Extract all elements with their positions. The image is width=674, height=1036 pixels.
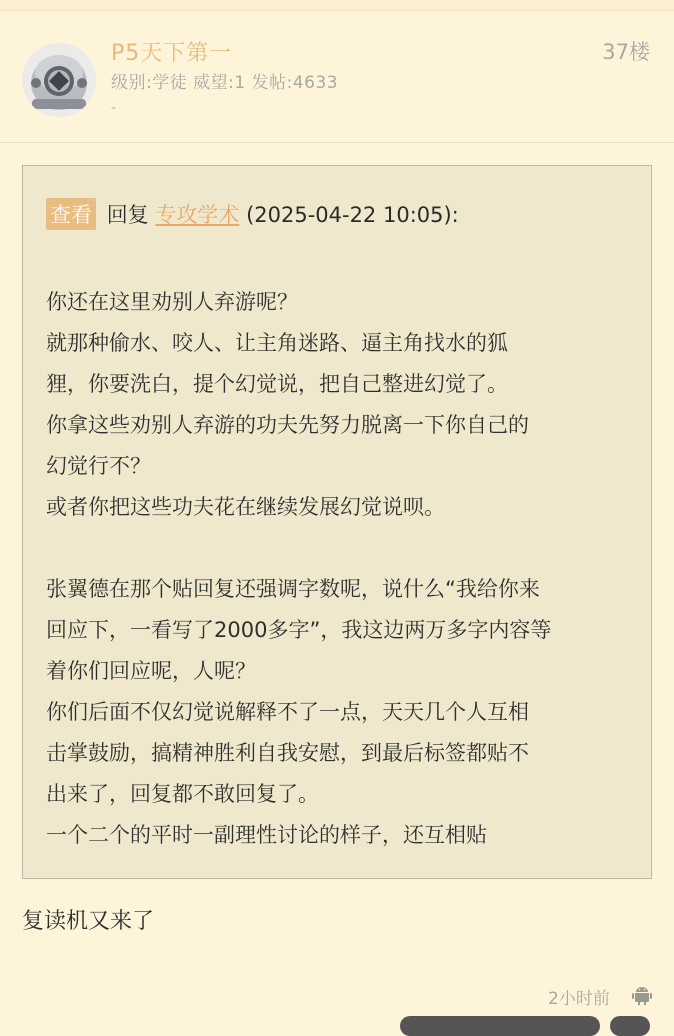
quote-line: 张翼德在那个贴回复还强调字数呢，说什么“我给你来 (46, 577, 540, 601)
quote-line: 你还在这里劝别人弃游呢？ (46, 290, 298, 314)
quote-line: 幻觉行不？ (46, 454, 151, 478)
author-stats: 级别:学徒 威望:1 发帖:4633 (111, 73, 339, 93)
quote-line: 回应下，一看写了2000多字”，我这边两万多字内容等 (46, 618, 552, 642)
android-icon (630, 983, 654, 1007)
avatar[interactable] (22, 43, 96, 117)
post-time: 2小时前 (548, 989, 610, 1009)
paragraph-gap (46, 528, 636, 569)
quote-line: 狸，你要洗白，提个幻觉说，把自己整进幻觉了。 (46, 372, 508, 396)
quote-line: 着你们回应呢，人呢？ (46, 659, 256, 683)
signature: - (111, 100, 117, 116)
reply-text: 复读机又来了 (22, 909, 155, 934)
reply-time: (2025-04-22 10:05): (246, 203, 459, 227)
quote-line: 你们后面不仅幻觉说解释不了一点，天天几个人互相 (46, 700, 529, 724)
quote-line: 你拿这些劝别人弃游的功夫先努力脱离一下你自己的 (46, 413, 529, 437)
post-header (0, 10, 674, 143)
quote-line: 或者你把这些功夫花在继续发展幻觉说呗。 (46, 495, 445, 519)
reply-prefix: 回复 (106, 203, 149, 227)
quote-line: 一个二个的平时一副理性讨论的样子，还互相贴 (46, 823, 487, 847)
bottom-bar-button[interactable] (610, 1016, 650, 1036)
view-button[interactable]: 查看 (46, 198, 96, 230)
quote-line: 就那种偷水、咬人、让主角迷路、逼主角找水的狐 (46, 331, 508, 355)
quote-line: 出来了，回复都不敢回复了。 (46, 782, 319, 806)
author-name[interactable]: P5天下第一 (111, 41, 233, 66)
quote-header (46, 198, 459, 230)
quote-body (46, 282, 636, 856)
bottom-bar-pill[interactable] (400, 1016, 600, 1036)
reply-user-link[interactable]: 专攻学术 (155, 203, 240, 227)
quote-box (22, 165, 652, 879)
quote-line: 击掌鼓励，搞精神胜利自我安慰，到最后标签都贴不 (46, 741, 529, 765)
floor-number: 37楼 (602, 40, 650, 64)
diving-helmet-avatar-icon (22, 43, 96, 117)
